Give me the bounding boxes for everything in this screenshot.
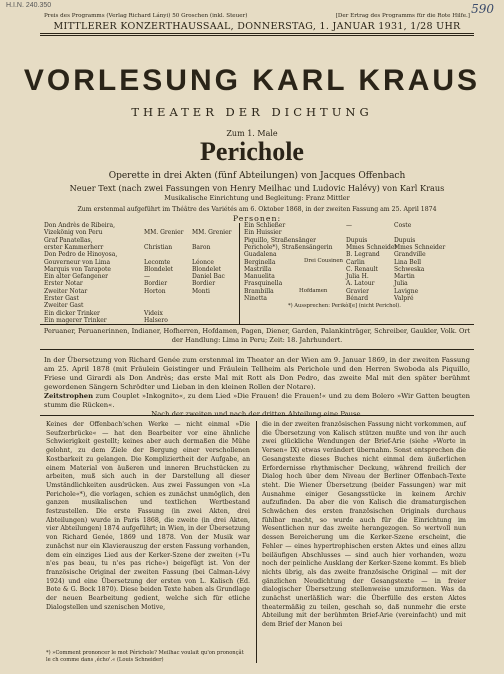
cast-actor-second-version: Valpré <box>394 295 414 302</box>
cast-actor-second-version: Blondelet <box>192 265 222 273</box>
divider <box>40 35 474 36</box>
cast-actor-second-version: Lavigne <box>394 287 419 295</box>
operetta-line: Operette in drei Akten (fünf Abteilungen) von Jacques Offenbach <box>108 171 406 181</box>
zeitstrophen-text: zum Couplet »Inkognito«, zu dem Lied »Die Frauen! die Frauen!« und zu dem Bolero »Wir Gatten beugten stumm die Rücken«. <box>44 392 470 409</box>
cast-role: Ein dicker Trinker <box>44 309 100 317</box>
cast-actor-second-version: MM. Grenier <box>192 229 232 237</box>
vienna-premiere-note: In der Übersetzung von Richard Genée zum erstenmal im Theater an der Wien am 9. Januar 1869, in der zweiten Fassung am 25. April 1878 (mit Fräulein Geistinger und Fräulein Tellheim als Perichole und den Herren Swoboda als Piquillo, Friese und Girardi als Don Andrès; das erste Mal mit Rott als Don Pedro, das zweite Mal mit den später berühmt gewordenen Sängern Schrödter und Lieban in den kleinen Rollen der Notare). <box>44 356 470 391</box>
cast-role: Don Pedro de Hinoyosa, <box>44 251 118 259</box>
music-credit-line: Musikalische Einrichtung und Begleitung: Franz Mittler <box>164 194 350 202</box>
cast-role: Mastrilla <box>244 265 272 273</box>
cast-role: erster Kammerherr <box>44 243 104 251</box>
cousins-bracket-label: Drei Cousinen <box>304 258 343 264</box>
cast-actor-first-version: Mmes Schneider <box>346 243 398 251</box>
cast-role: Ein alter Gefangener <box>44 273 108 281</box>
cast-role: Guadalena <box>244 251 277 259</box>
cast-actor-second-version: Baron <box>192 243 211 251</box>
archive-number: H.I.N. 240.350 <box>6 2 52 9</box>
cast-role: Manuelita <box>244 273 275 281</box>
cast-role: Zweiter Notar <box>44 287 88 295</box>
cast-actor-first-version: Julia H. <box>346 273 369 281</box>
cast-actor-first-version: Lecomte <box>144 258 171 266</box>
cast-actor-second-version: Julia <box>394 280 408 288</box>
page-subtitle: THEATER DER DICHTUNG <box>131 105 373 119</box>
page-title: VORLESUNG KARL KRAUS <box>23 64 481 97</box>
cast-actor-second-version: Lina Bell <box>394 258 422 266</box>
header-small-print <box>44 13 470 19</box>
divider <box>40 349 474 350</box>
cast-role: Graf Panatellas, <box>44 236 93 244</box>
cast-actor-second-version: Léonce <box>192 258 214 266</box>
cast-actor-first-version: — <box>144 273 150 281</box>
cast-actor-first-version: Carlin <box>346 258 365 266</box>
cast-actor-second-version: Coste <box>394 222 412 229</box>
cast-role: Ein magerer Trinker <box>44 316 107 324</box>
personen-heading: Personen: <box>232 214 282 223</box>
cast-actor-second-version: Daniel Bac <box>192 273 225 281</box>
hofdamen-bracket-label: Hofdamen <box>299 288 328 294</box>
cast-footnote: *) Aussprechen: Perikòl[e] (nicht Perichol). <box>288 303 401 309</box>
cast-actor-second-version: Bordier <box>192 280 216 288</box>
cast-role: Gouverneur von Lima <box>44 258 111 266</box>
cast-actor-second-version: Martin <box>394 273 415 281</box>
cast-actor-first-version: B. Legrand <box>346 251 380 259</box>
cast-actor-second-version: Schweska <box>394 265 425 273</box>
premiere-line: Zum erstenmal aufgeführt im Théâtre des Variétés am 6. Oktober 1868, in der zweiten Fassung am 25. April 1874 <box>77 206 437 213</box>
performance-history <box>44 356 470 419</box>
cast-divider <box>239 223 240 325</box>
cast-actor-first-version: Horton <box>144 287 166 295</box>
text-credit-line: Neuer Text (nach zwei Fassungen von Henry Meilhac und Ludovic Halévy) von Karl Kraus <box>69 183 445 193</box>
pause-note: Nach der zweiten und nach der dritten Abteilung eine Pause. <box>151 410 363 418</box>
cast-actor-second-version: Grandville <box>394 251 426 259</box>
extras-and-setting: Peruaner, Peruanerinnen, Indianer, Hofherren, Hofdamen, Pagen, Diener, Garden, Palankinträger, Schreiber, Gaukler, Volk. Ort der Handlung: Lima in Peru; Zeit: 18. Jahrhundert. <box>43 327 471 344</box>
cast-actor-first-version: Halsero <box>144 316 168 324</box>
cast-actor-second-version: Mmes Schneider <box>394 243 446 251</box>
cast-actor-first-version: Gravier <box>346 287 369 295</box>
essay-footnote: *) »Comment prononcer le mot Périchole? Meilhac voulait qu'on prononçât le ch comme dans ‚écho'.« (Louis Schneider) <box>46 650 244 663</box>
cast-actor-second-version: Monti <box>192 287 210 295</box>
handwritten-number: 590 <box>471 2 494 16</box>
cast-actor-first-version: Bordier <box>144 280 168 288</box>
divider <box>40 33 474 34</box>
play-title: Perichole <box>200 137 304 166</box>
cast-role: Ein Huissier <box>244 229 282 237</box>
cast-actor-first-version: Dupuis <box>346 236 368 244</box>
essay-right-column: die in der zweiten französischen Fassung nicht vorkommen, auf die Übersetzung von Kalisch stützen mußte und von ihr auch zwei glückliche Wendungen der Brief-Arie (siehe »Worte in Versen« IX) etwas verändert übernahm. Sonst entsprechen die Gesangstexte dieses Buches nicht einmal dem äußerlichen Erfordernisse rhythmischer Deckung, während freilich der Dialog hoch über dem Niveau der Berliner Offenbach-Texte steht. Die Wiener Übersetzung (beider Fassungen) war mit Ausnahme einiger Gesangsstücke in keinem Archiv aufzufinden. Da aber die von Kalisch die dramaturgischen Schwächen des ersten französischen Originals durchaus fühlbar macht, so wurde auch für die Einrichtung im Wesentlichen nur das zweite herangezogen. So wertvoll nun dessen Bereicherung um die Kerker-Szene erscheint, die Fehler — eines hypertrophischen ersten Aktes und eines allzu beiläufigen Abschlusses — sind auch hier vorhanden, wozu noch der peinliche Ausklang der Kerker-Szene kommt. Es blieb nichts übrig, als das zweite französische Original — mit der gänzlichen Neudichtung der Gesangstexte — in freier dialogischer Übersetzung stellenweise umzuformen. Was da zunächst unerläßlich war: die Überfülle des ersten Aktes theatermäßig zu teilen, geschah so, daß nunmehr die erste Abteilung mit der berühmten Brief-Arie (vereinfacht) und mit dem Brief der Manon bei <box>262 421 466 629</box>
cast-role: Ninetta <box>244 295 267 302</box>
cast-role: Erster Notar <box>44 280 83 288</box>
column-divider <box>256 421 257 663</box>
essay-left-column: Keines der Offenbach'schen Werke — nicht einmal »Die Seufzerbrücke« — hat den Bearbeiter vor eine ähnliche Schwierigkeit gestellt; keines aber auch dermaßen die Mühe gelohnt, zu dem Ziele der Bergung einer verschollenen Kostbarkeit zu gelangen. Die Kompliziertheit der Aufgabe, an einem Material von äußeren und inneren Bruchstücken zu arbeiten, muß sich auch in der Darstellung all dieser Umständlichkeiten ausdrücken. Aus zwei Fassungen von »La Perichole«*), die vorlagen, schien es zunächst unmöglich, den ganzen musikalischen und textlichen Wertbestand festzustellen. Die erste Fassung (in zwei Akten, drei Abteilungen) wurde in Paris 1868, die zweite (in drei Akten, vier Abteilungen) 1874 aufgeführt; in Wien, in der Übersetzung von Richard Genée, 1869 und 1878. Von der Musik war zunächst nur ein Klavierauszug der ersten Fassung vorhanden, dem ein einziges Lied aus der Kerker-Szene der zweiten (»Tu n'es pas beau, tu n'es pas riche«) beigefügt ist. Von der französische Original der zweiten Fassung (bei Calman-Lévy 1924) und eine Übersetzung der ersten von L. Kalisch (Ed. Bote & G. Bock 1870). Diese beiden Texte haben als Grundlage der neuen Bearbeitung gedient, welche sich für etliche Dialogstellen und szenischen Motive, <box>46 421 250 611</box>
cast-actor-first-version: Bénard <box>346 295 369 302</box>
cast-actor-first-version: Blondelet <box>144 265 174 273</box>
cast-role: Vizekönig von Peru <box>44 229 103 237</box>
cast-role: Berginella <box>244 258 276 266</box>
cast-actor-first-version: Christian <box>144 243 173 251</box>
zeitstrophen-note <box>44 392 470 410</box>
cast-actor-first-version: Videix <box>144 309 163 317</box>
cast-role: Piquillo, Straßensänger <box>244 236 317 244</box>
venue-date-line: MITTLERER KONZERTHAUSSAAL, DONNERSTAG, 1. JANUAR 1931, 1/28 UHR <box>53 21 461 32</box>
cast-actor-first-version: MM. Grenier <box>144 229 184 237</box>
zeitstrophen-label: Zeitstrophen <box>44 392 94 400</box>
cast-role: Ein Schließer <box>244 222 286 229</box>
cast-actor-first-version: — <box>346 222 352 229</box>
first-time-note: Zum 1. Male <box>226 129 278 138</box>
cast-actor-first-version: C. Renault <box>346 265 378 273</box>
cast-role: Don Andrès de Ribeira, <box>44 222 116 229</box>
cast-role: Marquis von Tarapote <box>44 265 111 273</box>
proceeds-note: [Der Ertrag des Programms für die Rote Hilfe.] <box>335 13 470 19</box>
divider <box>40 324 474 325</box>
cast-actor-second-version: Dupuis <box>394 236 416 244</box>
cast-role: Brambilla <box>244 287 274 295</box>
divider <box>40 415 474 416</box>
cast-actor-first-version: A. Latour <box>346 280 375 288</box>
price-note: Preis des Programms (Verlag Richard Lányi) 50 Groschen (inkl. Steuer) <box>44 13 248 19</box>
cast-role: Frasquinella <box>244 280 283 288</box>
cast-role: Perichole*), Straßensängerin <box>244 243 333 251</box>
cast-role: Zweiter Gast <box>44 302 84 310</box>
cast-role: Erster Gast <box>44 295 79 302</box>
